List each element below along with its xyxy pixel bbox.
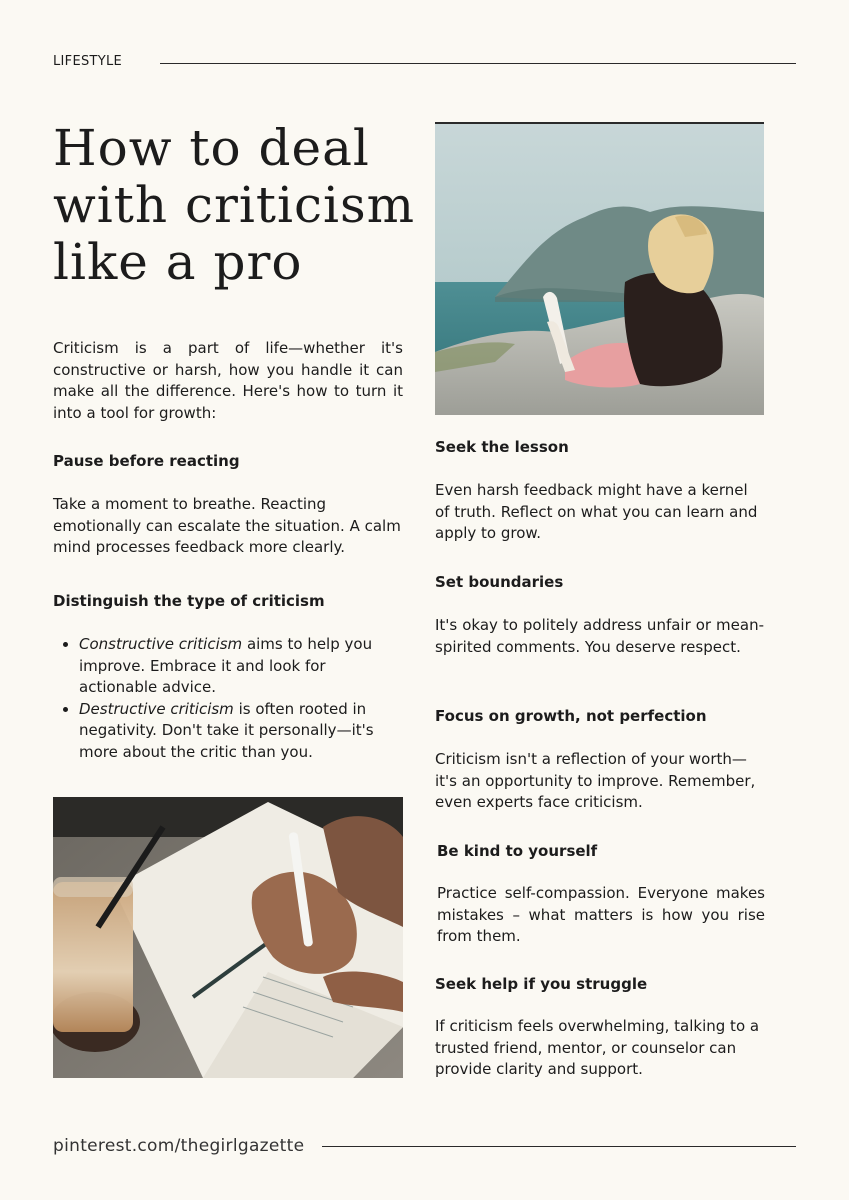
kind-heading: Be kind to yourself (437, 842, 598, 860)
help-body: If criticism feels overwhelming, talking to a trusted friend, mentor, or counselor can provide clarity and support. (435, 1017, 760, 1078)
page-title (53, 120, 433, 291)
pause-body: Take a moment to breathe. Reacting emotionally can escalate the situation. A calm mind processes feedback more clearly. (53, 495, 401, 556)
list-item-emphasis: Constructive criticism (79, 635, 243, 653)
criticism-type-list (53, 634, 383, 763)
title-line-1: How to deal (53, 119, 370, 177)
lesson-body: Even harsh feedback might have a kernel of truth. Reflect on what you can learn and apply to grow. (435, 481, 758, 542)
list-item-emphasis: Destructive criticism (79, 699, 234, 718)
boundaries-heading: Set boundaries (435, 573, 564, 591)
source-link[interactable]: pinterest.com/thegirlgazette (53, 1136, 305, 1156)
help-heading: Seek help if you struggle (435, 975, 648, 993)
intro-paragraph: Criticism is a part of life—whether it's constructive or harsh, how you handle it can make all the difference. Here's how to turn it into a tool for growth: (53, 339, 403, 422)
photo-top-rule (435, 122, 764, 124)
title-line-2: with criticism (53, 176, 416, 234)
pause-heading: Pause before reacting (53, 452, 240, 470)
growth-body: Criticism isn't a reflection of your worth—it's an opportunity to improve. Remember, even experts face criticism. (435, 750, 756, 811)
list-item-text: is often rooted in negativity. Don't take it personally—it's more about the critic than you. (79, 699, 374, 761)
lesson-heading: Seek the lesson (435, 438, 569, 456)
list-item (79, 699, 383, 764)
list-item-text: aims to help you improve. Embrace it and look for actionable advice. (79, 635, 373, 696)
title-line-3: like a pro (53, 233, 303, 291)
list-item (79, 634, 383, 699)
cliff-photo (435, 122, 764, 415)
kind-body: Practice self-compassion. Everyone makes mistakes – what matters is how you rise from them. (437, 884, 765, 945)
distinguish-heading: Distinguish the type of criticism (53, 592, 325, 610)
journal-photo (53, 797, 403, 1078)
header-divider (160, 63, 796, 64)
category-label: LIFESTYLE (53, 54, 123, 69)
growth-heading: Focus on growth, not perfection (435, 707, 707, 725)
boundaries-body: It's okay to politely address unfair or mean-spirited comments. You deserve respect. (435, 616, 764, 656)
footer-divider (322, 1146, 796, 1147)
